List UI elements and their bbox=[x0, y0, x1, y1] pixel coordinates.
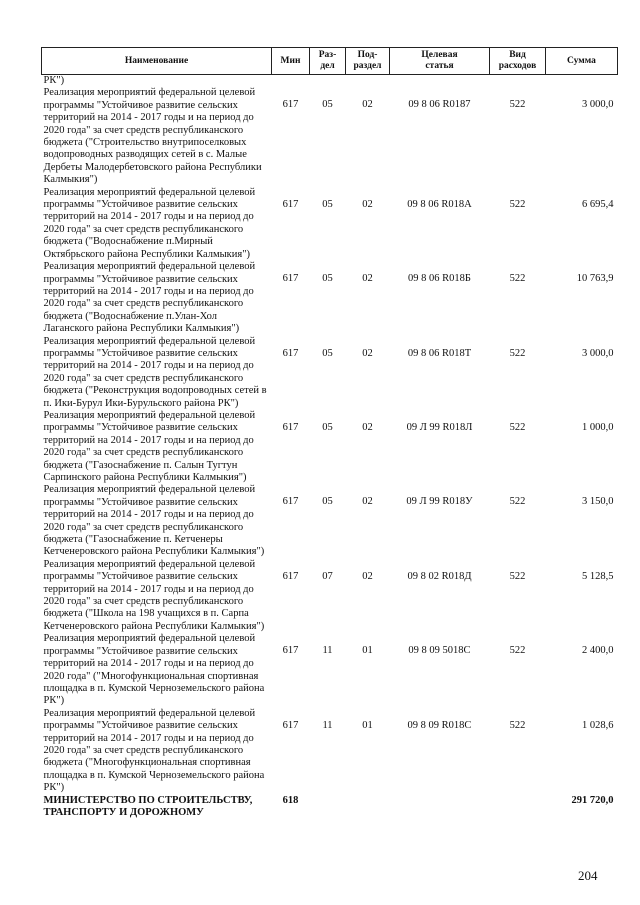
header-statya: Целевая статья bbox=[390, 48, 490, 75]
row-name: Реализация мероприятий федеральной целевой программы "Устойчивое развитие сельских территорий на 2014 - 2017 годы и на период до 2020 года" за счет средств республиканского бюджета ("Водоснабжение п.Мирный Октябрьского района Республики Калмыкия") bbox=[43, 186, 256, 260]
row-podrazdel: 02 bbox=[362, 273, 373, 285]
row-razdel: 05 bbox=[322, 198, 333, 210]
row-summa: 1 028,6 bbox=[582, 719, 614, 731]
row-summa: 10 763,9 bbox=[576, 273, 614, 285]
header-podrazdel: Под- раздел bbox=[346, 48, 390, 75]
ministry-min: 618 bbox=[282, 794, 299, 806]
row-summa: 1 000,0 bbox=[582, 421, 614, 433]
table-row bbox=[42, 633, 618, 707]
ministry-name: МИНИСТЕРСТВО ПО СТРОИТЕЛЬСТВУ, ТРАНСПОРТУ И ДОРОЖНОМУ bbox=[43, 794, 253, 818]
row-summa: 5 128,5 bbox=[582, 570, 614, 582]
row-vid: 522 bbox=[509, 347, 526, 359]
row-vid: 522 bbox=[509, 198, 526, 210]
header-min: Мин bbox=[272, 48, 310, 75]
header-vid: Вид расходов bbox=[490, 48, 546, 75]
table-row bbox=[42, 708, 618, 795]
row-vid: 522 bbox=[509, 496, 526, 508]
header-name: Наименование bbox=[42, 48, 272, 75]
table-header-row bbox=[42, 48, 618, 75]
ministry-row bbox=[42, 795, 618, 820]
header-razdel: Раз- дел bbox=[310, 48, 346, 75]
row-vid: 522 bbox=[509, 645, 526, 657]
row-statya: 09 8 09 5018С bbox=[408, 645, 471, 657]
row-razdel: 05 bbox=[322, 273, 333, 285]
row-razdel: 05 bbox=[322, 496, 333, 508]
row-min: 617 bbox=[282, 347, 299, 359]
budget-table bbox=[41, 47, 618, 819]
row-podrazdel: 02 bbox=[362, 99, 373, 111]
row-vid: 522 bbox=[509, 99, 526, 111]
row-podrazdel: 02 bbox=[362, 198, 373, 210]
table-body bbox=[42, 75, 618, 820]
table-row bbox=[42, 187, 618, 261]
row-vid: 522 bbox=[509, 719, 526, 731]
row-name: Реализация мероприятий федеральной целевой программы "Устойчивое развитие сельских территорий на 2014 - 2017 годы и на период до 2020 года" за счет средств республиканского бюджета ("Реконструкция водопроводных сетей в п. Ики-Бурул Ики-Бурульского района РК") bbox=[43, 335, 267, 409]
row-podrazdel: 02 bbox=[362, 421, 373, 433]
row-min: 617 bbox=[282, 273, 299, 285]
table-row bbox=[42, 410, 618, 484]
row-min: 617 bbox=[282, 198, 299, 210]
row-name: Реализация мероприятий федеральной целевой программы "Устойчивое развитие сельских территорий на 2014 - 2017 годы и на период до 2020 года" за счет средств республиканского бюджета ("Газоснабжение п. Кетченеры Кетченеровского района Республики Калмыкия") bbox=[43, 484, 265, 558]
row-razdel: 07 bbox=[322, 570, 333, 582]
row-min: 617 bbox=[282, 719, 299, 731]
continuation-row bbox=[42, 75, 618, 88]
row-min: 617 bbox=[282, 496, 299, 508]
row-min: 617 bbox=[282, 421, 299, 433]
row-statya: 09 Л 99 R018Л bbox=[406, 421, 473, 433]
row-name: Реализация мероприятий федеральной целевой программы "Устойчивое развитие сельских территорий на 2014 - 2017 годы и на период до 2020 года" за счет средств республиканского бюджета ("Многофункциональная спортивная площадка в п. Кумской Черноземельского района РК") bbox=[43, 707, 265, 794]
row-razdel: 05 bbox=[322, 99, 333, 111]
row-razdel: 05 bbox=[322, 421, 333, 433]
budget-table-sheet bbox=[41, 47, 617, 819]
row-summa: 3 000,0 bbox=[582, 347, 614, 359]
row-min: 617 bbox=[282, 99, 299, 111]
ministry-summa: 291 720,0 bbox=[571, 794, 614, 806]
row-summa: 3 000,0 bbox=[582, 99, 614, 111]
row-podrazdel: 02 bbox=[362, 496, 373, 508]
table-row bbox=[42, 336, 618, 410]
table-row bbox=[42, 559, 618, 633]
row-vid: 522 bbox=[509, 570, 526, 582]
table-row bbox=[42, 261, 618, 335]
row-statya: 09 8 06 R018А bbox=[407, 198, 472, 210]
row-summa: 6 695,4 bbox=[582, 198, 614, 210]
header-summa: Сумма bbox=[546, 48, 618, 75]
row-name: Реализация мероприятий федеральной целевой программы "Устойчивое развитие сельских территорий на 2014 - 2017 годы и на период до 2020 года" ("Многофункциональная спортивная площадка в п. Кумской Черноземельского района РК") bbox=[43, 633, 265, 707]
row-podrazdel: 01 bbox=[362, 719, 373, 731]
row-razdel: 05 bbox=[322, 347, 333, 359]
row-podrazdel: 01 bbox=[362, 645, 373, 657]
row-name: Реализация мероприятий федеральной целевой программы "Устойчивое развитие сельских территорий на 2014 - 2017 годы и на период до 2020 года" за счет средств республиканского бюджета ("Газоснабжение п. Салын Тугтун Сарпинского района Республики Калмыкия") bbox=[43, 409, 256, 483]
row-name: Реализация мероприятий федеральной целевой программы "Устойчивое развитие сельских территорий на 2014 - 2017 годы и на период до 2020 года" за счет средств республиканского бюджета ("Водоснабжение п.Улан-Хол Лаганского района Республики Калмыкия") bbox=[43, 261, 256, 335]
page-number: 204 bbox=[578, 868, 598, 883]
row-statya: 09 8 06 R018Т bbox=[407, 347, 472, 359]
row-razdel: 11 bbox=[322, 719, 333, 731]
row-vid: 522 bbox=[509, 273, 526, 285]
row-razdel: 11 bbox=[322, 645, 333, 657]
row-vid: 522 bbox=[509, 421, 526, 433]
row-statya: 09 8 09 R018С bbox=[407, 719, 472, 731]
row-min: 617 bbox=[282, 645, 299, 657]
row-statya: 09 Л 99 R018У bbox=[406, 496, 473, 508]
table-row bbox=[42, 87, 618, 186]
table-row bbox=[42, 484, 618, 558]
row-statya: 09 8 06 R018Б bbox=[408, 273, 471, 285]
row-name: Реализация мероприятий федеральной целевой программы "Устойчивое развитие сельских территорий на 2014 - 2017 годы и на период до 2020 года" за счет средств республиканского бюджета ("Строительство внутрипоселковых водопроводных разводящих сетей в с. Малые Дербеты Малодербетовского района Республики Калмыкия") bbox=[43, 87, 262, 186]
row-statya: 09 8 06 R0187 bbox=[408, 99, 471, 111]
row-name: Реализация мероприятий федеральной целевой программы "Устойчивое развитие сельских территорий на 2014 - 2017 годы и на период до 2020 года" за счет средств республиканского бюджета ("Школа на 198 учащихся в п. Сарпа Кетченеровского района Республики Калмыкия") bbox=[43, 558, 265, 632]
row-podrazdel: 02 bbox=[362, 570, 373, 582]
row-statya: 09 8 02 R018Д bbox=[407, 570, 472, 582]
row-summa: 2 400,0 bbox=[582, 645, 614, 657]
row-min: 617 bbox=[282, 570, 299, 582]
continuation-text: РК") bbox=[43, 75, 65, 86]
row-summa: 3 150,0 bbox=[582, 496, 614, 508]
row-podrazdel: 02 bbox=[362, 347, 373, 359]
